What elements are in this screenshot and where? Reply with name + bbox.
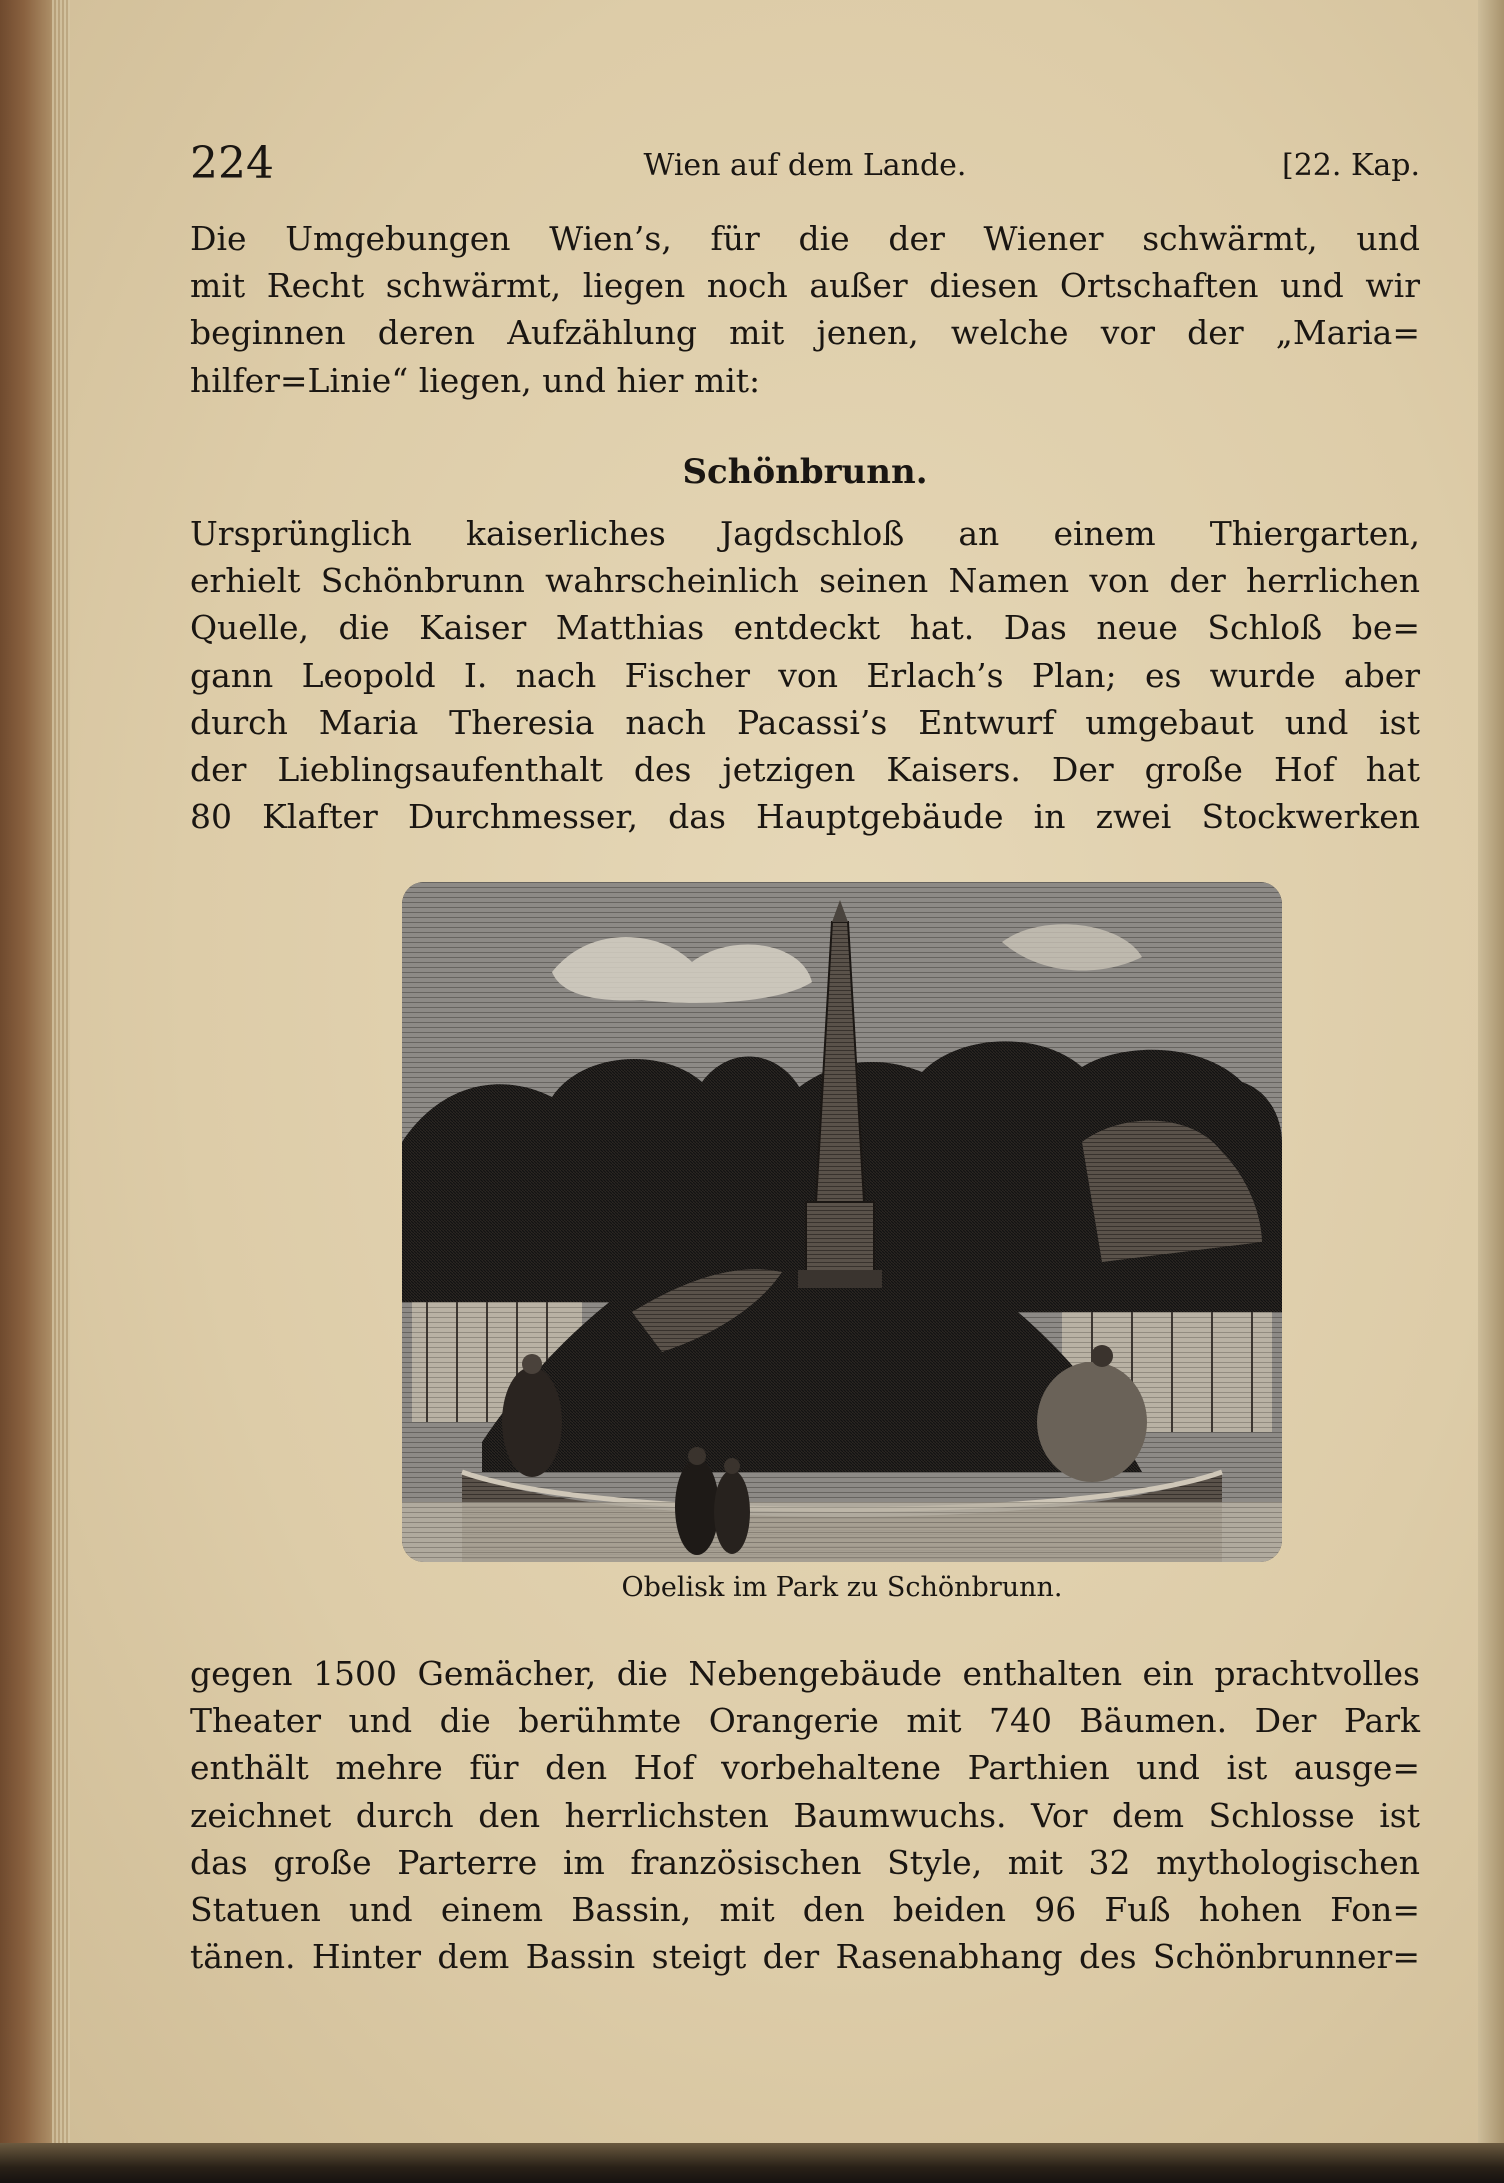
paragraph-continuation bbox=[190, 1650, 1420, 1980]
right-page-edge bbox=[1478, 0, 1504, 2183]
section-heading: Schönbrunn. bbox=[682, 452, 928, 492]
text-line: gegen 1500 Gemächer, die Nebengebäude enthalten ein prachtvolles bbox=[190, 1654, 1420, 1693]
text-line: mit Recht schwärmt, liegen noch außer diesen Ortschaften und wir bbox=[190, 266, 1420, 306]
text-line: zeichnet durch den herrlichsten Baumwuchs. Vor dem Schlosse ist bbox=[190, 1795, 1420, 1835]
text-line: enthält mehre für den Hof vorbehaltene Parthien und ist ausge= bbox=[190, 1748, 1420, 1788]
text-line: Die Umgebungen Wien’s, für die der Wiener schwärmt, und bbox=[190, 219, 1420, 258]
text-line: erhielt Schönbrunn wahrscheinlich seinen Namen von der herrlichen bbox=[190, 561, 1420, 601]
paragraph-intro bbox=[190, 215, 1420, 404]
text-line: gann Leopold I. nach Fischer von Erlach’s Plan; es wurde aber bbox=[190, 655, 1420, 695]
illustration-caption: Obelisk im Park zu Schönbrunn. bbox=[621, 1572, 1063, 1603]
book-binding-edge bbox=[0, 0, 70, 2183]
engraving-art bbox=[402, 882, 1282, 1562]
text-line: tänen. Hinter dem Bassin steigt der Rasenabhang des Schönbrunner= bbox=[190, 1937, 1420, 1977]
text-line: Statuen und einem Bassin, mit den beiden 96 Fuß hohen Fon= bbox=[190, 1889, 1420, 1929]
running-header bbox=[190, 138, 1420, 190]
obelisk-engraving bbox=[402, 882, 1282, 1562]
running-title: Wien auf dem Lande. bbox=[643, 148, 967, 183]
bottom-book-edge bbox=[0, 2143, 1504, 2183]
page-number: 224 bbox=[190, 138, 274, 189]
text-line: beginnen deren Aufzählung mit jenen, welche vor der „Maria= bbox=[190, 313, 1420, 353]
text-line: Theater und die berühmte Orangerie mit 740 Bäumen. Der Park bbox=[190, 1701, 1420, 1741]
chapter-reference: [22. Kap. bbox=[1282, 148, 1420, 183]
paragraph-schoenbrunn bbox=[190, 510, 1420, 840]
page-stack-edge bbox=[52, 0, 70, 2183]
text-line: das große Parterre im französischen Style, mit 32 mythologischen bbox=[190, 1842, 1420, 1882]
text-line: 80 Klafter Durchmesser, das Hauptgebäude in zwei Stockwerken bbox=[190, 797, 1420, 837]
text-line: der Lieblingsaufenthalt des jetzigen Kaisers. Der große Hof hat bbox=[190, 749, 1420, 789]
text-line: hilfer=Linie“ liegen, und hier mit: bbox=[190, 360, 761, 400]
text-line: durch Maria Theresia nach Pacassi’s Entwurf umgebaut und ist bbox=[190, 702, 1420, 742]
text-line: Ursprünglich kaiserliches Jagdschloß an einem Thiergarten, bbox=[190, 514, 1420, 553]
text-line: Quelle, die Kaiser Matthias entdeckt hat. Das neue Schloß be= bbox=[190, 608, 1420, 648]
